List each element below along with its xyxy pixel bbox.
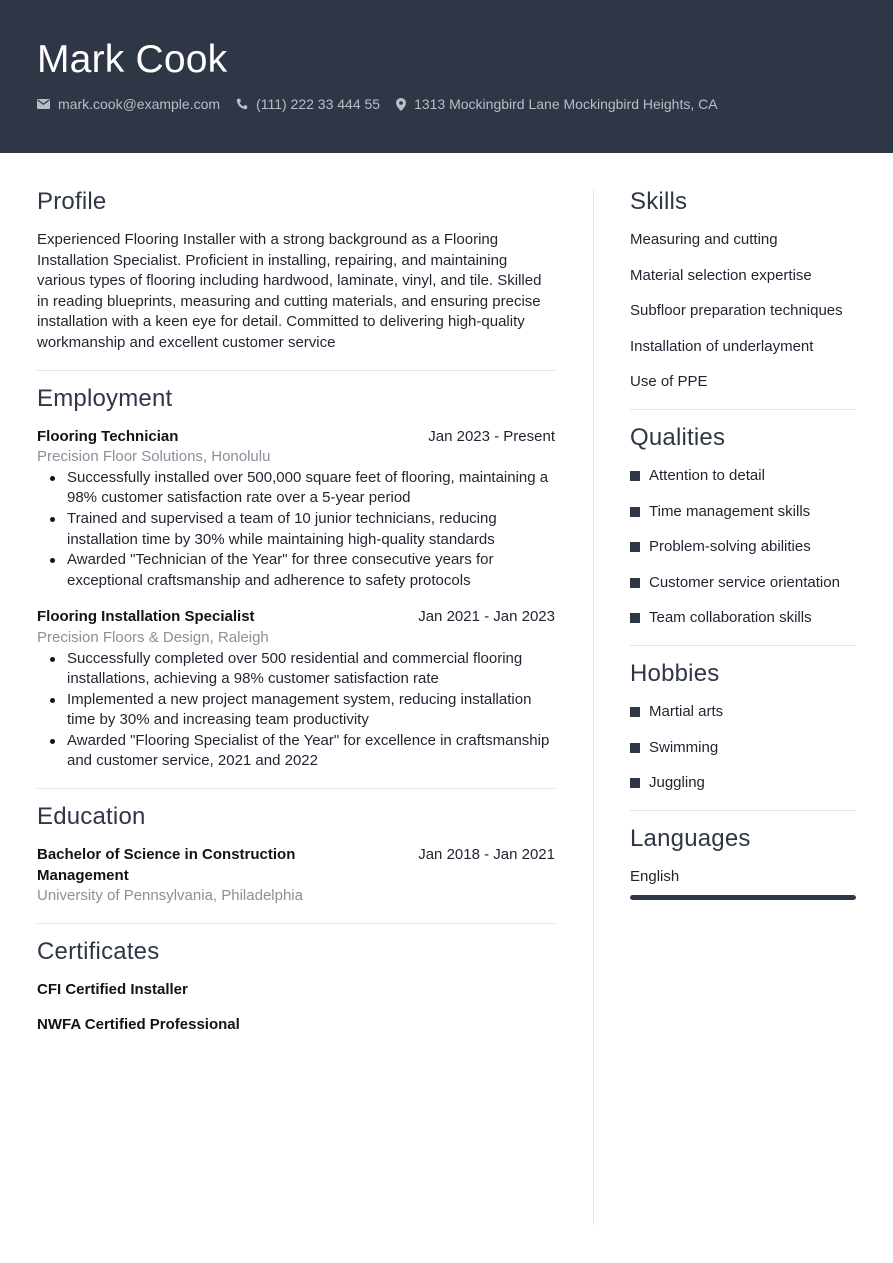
- bullet-item: Trained and supervised a team of 10 junior technicians, reducing installation time by 30% while maintaining high-quality standards: [67, 509, 555, 550]
- job-title: Flooring Installation Specialist: [37, 608, 255, 626]
- languages-section: [630, 825, 856, 901]
- hobby-item: Swimming: [630, 738, 856, 759]
- skills-section: [630, 188, 856, 393]
- contact-bar: [37, 96, 734, 112]
- contact-phone[interactable]: [236, 96, 380, 112]
- bullet-item: Awarded "Technician of the Year" for three consecutive years for exceptional craftsmanship and adherence to safety protocols: [67, 550, 555, 591]
- profile-section: [37, 188, 555, 354]
- hobby-item: Juggling: [630, 773, 856, 794]
- job-date: Jan 2021 - Jan 2023: [418, 608, 555, 626]
- bullet-item: Implemented a new project management system, reducing installation time by 30% and increasing team productivity: [67, 690, 555, 731]
- hobby-item: Martial arts: [630, 702, 856, 723]
- profile-title: Profile: [37, 188, 107, 215]
- job-title: Flooring Technician: [37, 427, 179, 445]
- employment-section: [37, 385, 555, 773]
- section-divider: [630, 810, 856, 811]
- candidate-name: Mark Cook: [37, 38, 228, 81]
- education-section: [37, 803, 555, 907]
- language-level-bar: [630, 895, 856, 900]
- language-name: English: [630, 867, 680, 885]
- bullet-item: Awarded "Flooring Specialist of the Year" for excellence in craftsmanship and customer service, 2021 and 2022: [67, 731, 555, 772]
- column-divider: [593, 190, 594, 1225]
- envelope-icon: [37, 99, 50, 109]
- job-company: Precision Floors & Design, Raleigh: [37, 628, 269, 646]
- skills-title: Skills: [630, 188, 688, 215]
- education-title: Education: [37, 803, 146, 831]
- map-pin-icon: [396, 98, 406, 111]
- bullet-item: Successfully completed over 500 residential and commercial flooring installations, achieving a 98% customer satisfaction rate: [67, 649, 555, 690]
- quality-item: Customer service orientation: [630, 573, 856, 594]
- certificate-item: CFI Certified Installer: [37, 980, 188, 998]
- hobbies-section: [630, 660, 856, 794]
- education-date: Jan 2018 - Jan 2021: [418, 846, 555, 864]
- languages-title: Languages: [630, 824, 751, 852]
- skill-item: Subfloor preparation techniques: [630, 302, 843, 320]
- quality-item: Attention to detail: [630, 466, 856, 487]
- job-company: Precision Floor Solutions, Honolulu: [37, 448, 271, 466]
- phone-icon: [236, 98, 248, 110]
- quality-item: Problem-solving abilities: [630, 537, 856, 558]
- skill-item: Material selection expertise: [630, 266, 812, 284]
- contact-email[interactable]: [37, 96, 220, 112]
- education-school: University of Pennsylvania, Philadelphia: [37, 887, 303, 905]
- hobbies-title: Hobbies: [630, 659, 720, 687]
- email-text[interactable]: mark.cook@example.com: [58, 96, 221, 112]
- main-column: [37, 188, 555, 1051]
- address-text: 1313 Mockingbird Lane Mockingbird Heights, CA: [414, 96, 718, 112]
- contact-address: [396, 96, 718, 112]
- bullet-item: Successfully installed over 500,000 square feet of flooring, maintaining a 98% customer satisfaction rate over a 5-year period: [67, 468, 555, 509]
- section-divider: [37, 923, 555, 924]
- certificates-section: [37, 938, 555, 1036]
- job-entry: [37, 427, 555, 592]
- side-column: [630, 188, 856, 900]
- section-divider: [37, 788, 555, 789]
- profile-text: Experienced Flooring Installer with a strong background as a Flooring Installation Specialist. Proficient in installing, repairing, and maintaining various types of flooring including hardwood, laminate, vinyl, and tile. Skilled in reading blueprints, measuring and cutting materials, and ensuring precise installation with a keen eye for detail. Committed to delivering high-quality workmanship and excellent customer service: [37, 231, 542, 351]
- skill-item: Installation of underlayment: [630, 337, 814, 355]
- job-date: Jan 2023 - Present: [428, 427, 555, 445]
- job-bullets: [67, 468, 555, 592]
- quality-item: Time management skills: [630, 502, 856, 523]
- job-entry: [37, 607, 555, 772]
- certificates-title: Certificates: [37, 937, 160, 965]
- qualities-section: [630, 424, 856, 629]
- phone-text[interactable]: (111) 222 33 444 55: [256, 96, 381, 112]
- section-divider: [630, 645, 856, 646]
- skill-item: Measuring and cutting: [630, 231, 778, 248]
- job-bullets: [67, 649, 555, 773]
- education-degree: Bachelor of Science in Construction Management: [37, 846, 296, 884]
- section-divider: [630, 409, 856, 410]
- quality-item: Team collaboration skills: [630, 608, 856, 629]
- certificate-item: NWFA Certified Professional: [37, 1016, 240, 1034]
- language-level-fill: [630, 895, 856, 900]
- qualities-title: Qualities: [630, 423, 726, 451]
- resume-header: [0, 0, 893, 153]
- skill-item: Use of PPE: [630, 373, 708, 391]
- employment-title: Employment: [37, 384, 173, 412]
- section-divider: [37, 370, 555, 371]
